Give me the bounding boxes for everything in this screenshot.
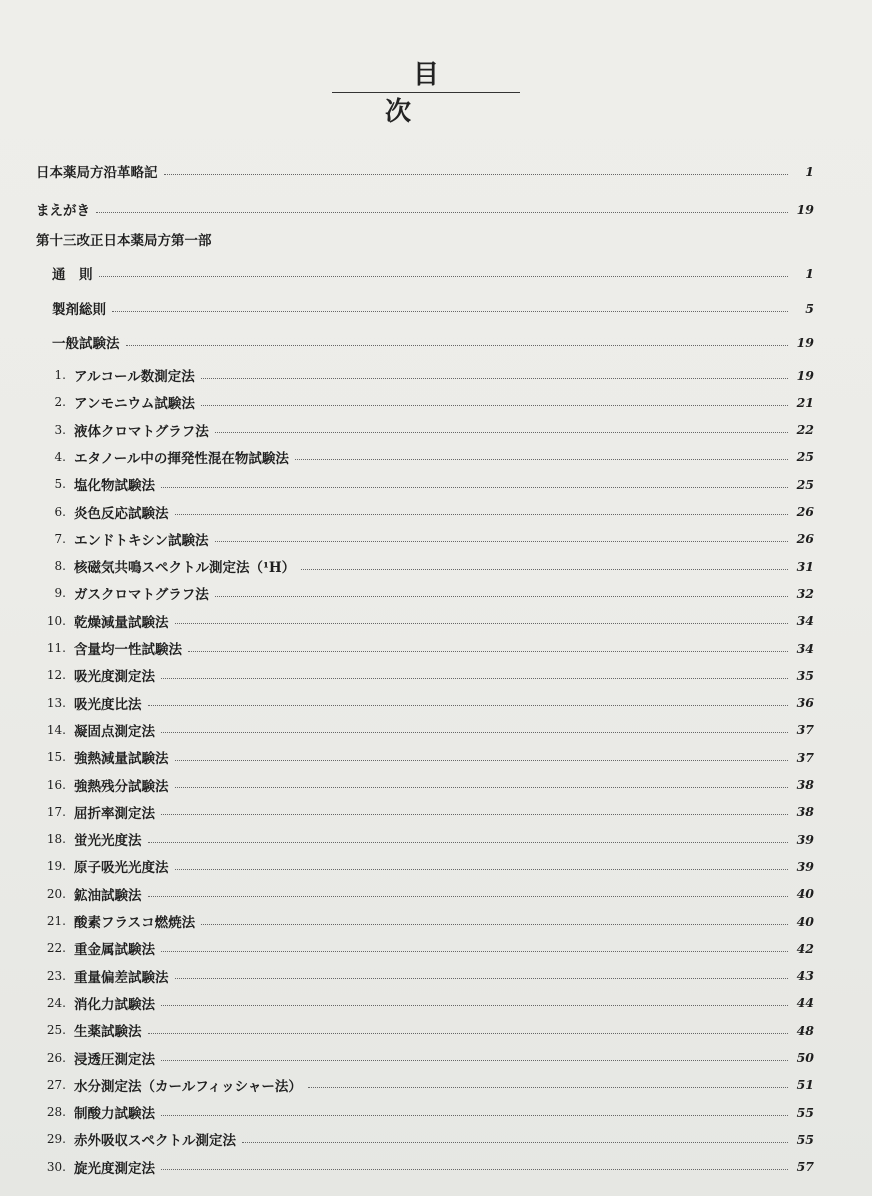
toc-entry[interactable] — [0, 1128, 872, 1150]
dot-leader — [148, 705, 789, 706]
toc-entry[interactable] — [0, 1101, 872, 1123]
toc-entry-label: アンモニウム試験法 — [74, 396, 195, 413]
toc-entry-page-number: 32 — [796, 585, 814, 601]
toc-entry-page-number: 57 — [796, 1159, 814, 1175]
toc-entry-number: 22. — [46, 941, 66, 956]
toc-entry[interactable] — [0, 160, 872, 182]
toc-entry[interactable] — [0, 937, 872, 959]
toc-entry[interactable] — [0, 637, 872, 659]
toc-entry-label: 酸素フラスコ燃焼法 — [74, 915, 196, 931]
toc-entry-label: 生薬試験法 — [74, 1024, 142, 1041]
toc-entry-number: 2. — [54, 395, 66, 410]
toc-entry-label: 制酸力試験法 — [74, 1106, 155, 1123]
toc-entry-page-number: 40 — [796, 913, 814, 929]
toc-entry-page-number: 19 — [796, 367, 814, 383]
toc-entry-page-number: 36 — [796, 695, 814, 711]
toc-entry-number: 18. — [46, 832, 66, 847]
toc-entry-label: 第十三改正日本薬局方第一部 — [36, 233, 212, 249]
toc-entry-label: 強熱減量試験法 — [74, 751, 169, 768]
dot-leader — [161, 732, 788, 733]
toc-entry-label: 塩化物試験法 — [74, 478, 155, 495]
dot-leader — [148, 1033, 789, 1034]
toc-entry[interactable] — [0, 582, 872, 604]
dot-leader — [188, 651, 788, 652]
toc-entry-page-number: 26 — [796, 504, 814, 519]
dot-leader — [161, 678, 788, 679]
toc-entry-page-number: 39 — [796, 858, 814, 874]
toc-entry[interactable] — [0, 1074, 872, 1096]
toc-entry[interactable] — [0, 1156, 872, 1178]
toc-entry-label: 日本薬局方沿革略記 — [36, 165, 158, 181]
toc-entry-page-number: 34 — [796, 640, 814, 656]
toc-entry[interactable] — [0, 419, 872, 441]
toc-entry[interactable] — [0, 473, 872, 495]
dot-leader — [112, 311, 788, 312]
toc-entry-page-number: 38 — [796, 804, 814, 820]
toc-entry-label: 旋光度測定法 — [74, 1160, 155, 1177]
toc-entry-label: 通 則 — [52, 267, 93, 283]
toc-entry[interactable] — [0, 391, 872, 413]
dot-leader — [301, 569, 788, 570]
toc-entry-page-number: 31 — [796, 558, 814, 574]
toc-entry[interactable] — [0, 746, 872, 768]
toc-entry[interactable] — [0, 855, 872, 877]
dot-leader — [175, 514, 789, 515]
toc-entry-label: 一般試験法 — [52, 336, 120, 352]
toc-entry-page-number: 39 — [796, 831, 814, 847]
toc-entry-page-number: 1 — [805, 265, 814, 281]
dot-leader — [161, 487, 788, 488]
toc-entry-label: 乾燥減量試験法 — [74, 614, 169, 631]
toc-entry-label: アルコール数測定法 — [74, 369, 195, 385]
dot-leader — [295, 459, 788, 460]
toc-entry[interactable] — [0, 1047, 872, 1069]
toc-entry-label: まえがき — [36, 203, 90, 219]
dot-leader — [161, 1060, 788, 1061]
toc-entry[interactable] — [0, 664, 872, 686]
toc-entry-label: 製剤総則 — [52, 302, 106, 318]
dot-leader — [175, 787, 789, 788]
toc-entry[interactable] — [0, 501, 872, 523]
dot-leader — [161, 1169, 788, 1170]
dot-leader — [161, 814, 788, 815]
toc-entry-number: 9. — [54, 586, 66, 601]
dot-leader — [201, 378, 788, 379]
toc-entry-label: 赤外吸収スペクトル測定法 — [74, 1133, 236, 1150]
toc-entry-number: 12. — [46, 668, 66, 683]
toc-entry-label: エンドトキシン試験法 — [74, 532, 209, 549]
toc-entry-number: 24. — [46, 995, 66, 1010]
toc-entry-label: 核磁気共鳴スペクトル測定法（¹H） — [74, 560, 296, 577]
toc-entry-page-number: 44 — [796, 995, 814, 1011]
dot-leader — [175, 869, 789, 870]
toc-entry[interactable] — [0, 610, 872, 632]
dot-leader — [215, 596, 788, 597]
toc-entry[interactable] — [0, 262, 872, 284]
toc-entry-number: 17. — [46, 804, 66, 819]
toc-entry-label: エタノール中の揮発性混在物試験法 — [74, 450, 289, 467]
toc-entry-label: 重金属試験法 — [74, 942, 155, 959]
toc-entry[interactable] — [0, 528, 872, 550]
toc-entry-page-number: 5 — [805, 300, 814, 316]
toc-entry[interactable] — [0, 774, 872, 796]
toc-entry[interactable] — [0, 965, 872, 987]
toc-entry[interactable] — [0, 297, 872, 319]
toc-entry-number: 1. — [54, 368, 66, 382]
toc-entry-number: 6. — [54, 504, 66, 519]
dot-leader — [96, 212, 788, 213]
toc-entry-page-number: 19 — [796, 334, 814, 350]
toc-entry[interactable] — [0, 331, 872, 353]
dot-leader — [175, 760, 789, 761]
dot-leader — [175, 978, 789, 979]
dot-leader — [161, 1115, 788, 1116]
toc-entry[interactable] — [0, 719, 872, 741]
toc-entry-page-number: 40 — [796, 886, 814, 902]
toc-entry-number: 16. — [46, 777, 66, 792]
toc-entry-label: 消化力試験法 — [74, 996, 155, 1013]
toc-entry[interactable] — [0, 1019, 872, 1041]
toc-entry-page-number: 42 — [796, 940, 814, 956]
toc-entry-label: 水分測定法（カールフィッシャー法） — [74, 1078, 302, 1095]
toc-entry-number: 14. — [46, 722, 66, 737]
toc-entry[interactable] — [0, 801, 872, 823]
toc-entry-label: 吸光度測定法 — [74, 669, 155, 686]
toc-entry[interactable] — [0, 692, 872, 714]
toc-entry-number: 7. — [54, 531, 66, 546]
toc-entry-label: 炎色反応試験法 — [74, 505, 169, 522]
toc-entry-page-number: 22 — [796, 422, 814, 438]
dot-leader — [175, 623, 789, 624]
toc-entry[interactable] — [0, 910, 872, 932]
toc-entry[interactable] — [0, 364, 872, 386]
dot-leader — [215, 541, 788, 542]
toc-entry-page-number: 55 — [796, 1104, 814, 1120]
toc-entry-number: 19. — [46, 859, 66, 874]
toc-entry-number: 20. — [46, 886, 66, 901]
toc-entry-label: 原子吸光光度法 — [74, 860, 169, 877]
bleed-through-text — [712, 12, 757, 33]
dot-leader — [126, 345, 789, 346]
toc-entry-number: 11. — [46, 641, 66, 655]
toc-entry-number: 10. — [46, 613, 66, 628]
dot-leader — [242, 1142, 788, 1143]
toc-entry-label: 蛍光光度法 — [74, 833, 142, 850]
dot-leader — [215, 432, 788, 433]
dot-leader — [308, 1087, 788, 1088]
toc-entry-page-number: 34 — [796, 613, 814, 629]
title-underline — [332, 92, 520, 93]
dot-leader — [201, 405, 788, 406]
toc-entry-label: 凝固点測定法 — [74, 723, 155, 740]
toc-entry-page-number: 19 — [796, 201, 814, 217]
toc-entry-number: 8. — [54, 559, 66, 574]
toc-entry-number: 5. — [54, 477, 66, 492]
toc-entry-page-number: 43 — [796, 968, 814, 984]
toc-entry-page-number: 48 — [796, 1022, 814, 1038]
dot-leader — [201, 924, 788, 925]
toc-entry-page-number: 35 — [796, 667, 814, 683]
toc-entry-number: 25. — [46, 1023, 66, 1038]
dot-leader — [161, 1005, 788, 1006]
toc-entry-page-number: 26 — [796, 531, 814, 547]
toc-entry-number: 27. — [46, 1077, 66, 1092]
toc-entry[interactable] — [0, 883, 872, 905]
toc-entry-page-number: 25 — [796, 449, 814, 465]
toc-entry-number: 13. — [46, 695, 66, 710]
toc-entry-label: 鉱油試験法 — [74, 887, 142, 904]
toc-entry-label: 重量偏差試験法 — [74, 969, 169, 986]
toc-entry[interactable] — [0, 555, 872, 577]
page-title: 目 次 — [384, 60, 578, 127]
toc-entry-number: 28. — [46, 1105, 66, 1120]
toc-entry-number: 4. — [54, 449, 66, 464]
toc-entry-page-number: 37 — [796, 722, 814, 738]
toc-entry-page-number: 25 — [796, 476, 814, 492]
toc-entry-label: 吸光度比法 — [74, 696, 142, 713]
dot-leader — [148, 896, 789, 897]
dot-leader — [161, 951, 788, 952]
toc-entry-label: 含量均一性試験法 — [74, 642, 182, 658]
toc-entry-page-number: 21 — [796, 394, 814, 410]
toc-entry-number: 30. — [46, 1159, 66, 1174]
toc-entry-page-number: 51 — [796, 1077, 814, 1093]
toc-entry-page-number: 1 — [805, 163, 814, 179]
toc-entry-page-number: 55 — [796, 1131, 814, 1147]
toc-entry[interactable] — [0, 828, 872, 850]
toc-entry-number: 21. — [46, 914, 66, 928]
toc-entry[interactable] — [0, 198, 872, 220]
toc-entry-label: 液体クロマトグラフ法 — [74, 423, 209, 440]
toc-entry[interactable] — [0, 228, 872, 250]
dot-leader — [148, 842, 789, 843]
toc-entry-number: 26. — [46, 1050, 66, 1065]
dot-leader — [99, 276, 789, 277]
toc-entry-number: 23. — [46, 968, 66, 983]
toc-entry-number: 3. — [54, 422, 66, 437]
toc-entry-number: 15. — [46, 750, 66, 765]
toc-entry-label: 強熱残分試験法 — [74, 778, 169, 795]
toc-entry[interactable] — [0, 446, 872, 468]
toc-entry-page-number: 38 — [796, 777, 814, 792]
toc-entry[interactable] — [0, 992, 872, 1014]
toc-entry-page-number: 50 — [796, 1050, 814, 1065]
toc-entry-page-number: 37 — [796, 749, 814, 765]
toc-entry-label: ガスクロマトグラフ法 — [74, 587, 209, 604]
toc-entry-label: 屈折率測定法 — [74, 805, 155, 822]
toc-entry-label: 浸透圧測定法 — [74, 1051, 155, 1068]
toc-entry-number: 29. — [46, 1132, 66, 1147]
dot-leader — [164, 174, 789, 175]
